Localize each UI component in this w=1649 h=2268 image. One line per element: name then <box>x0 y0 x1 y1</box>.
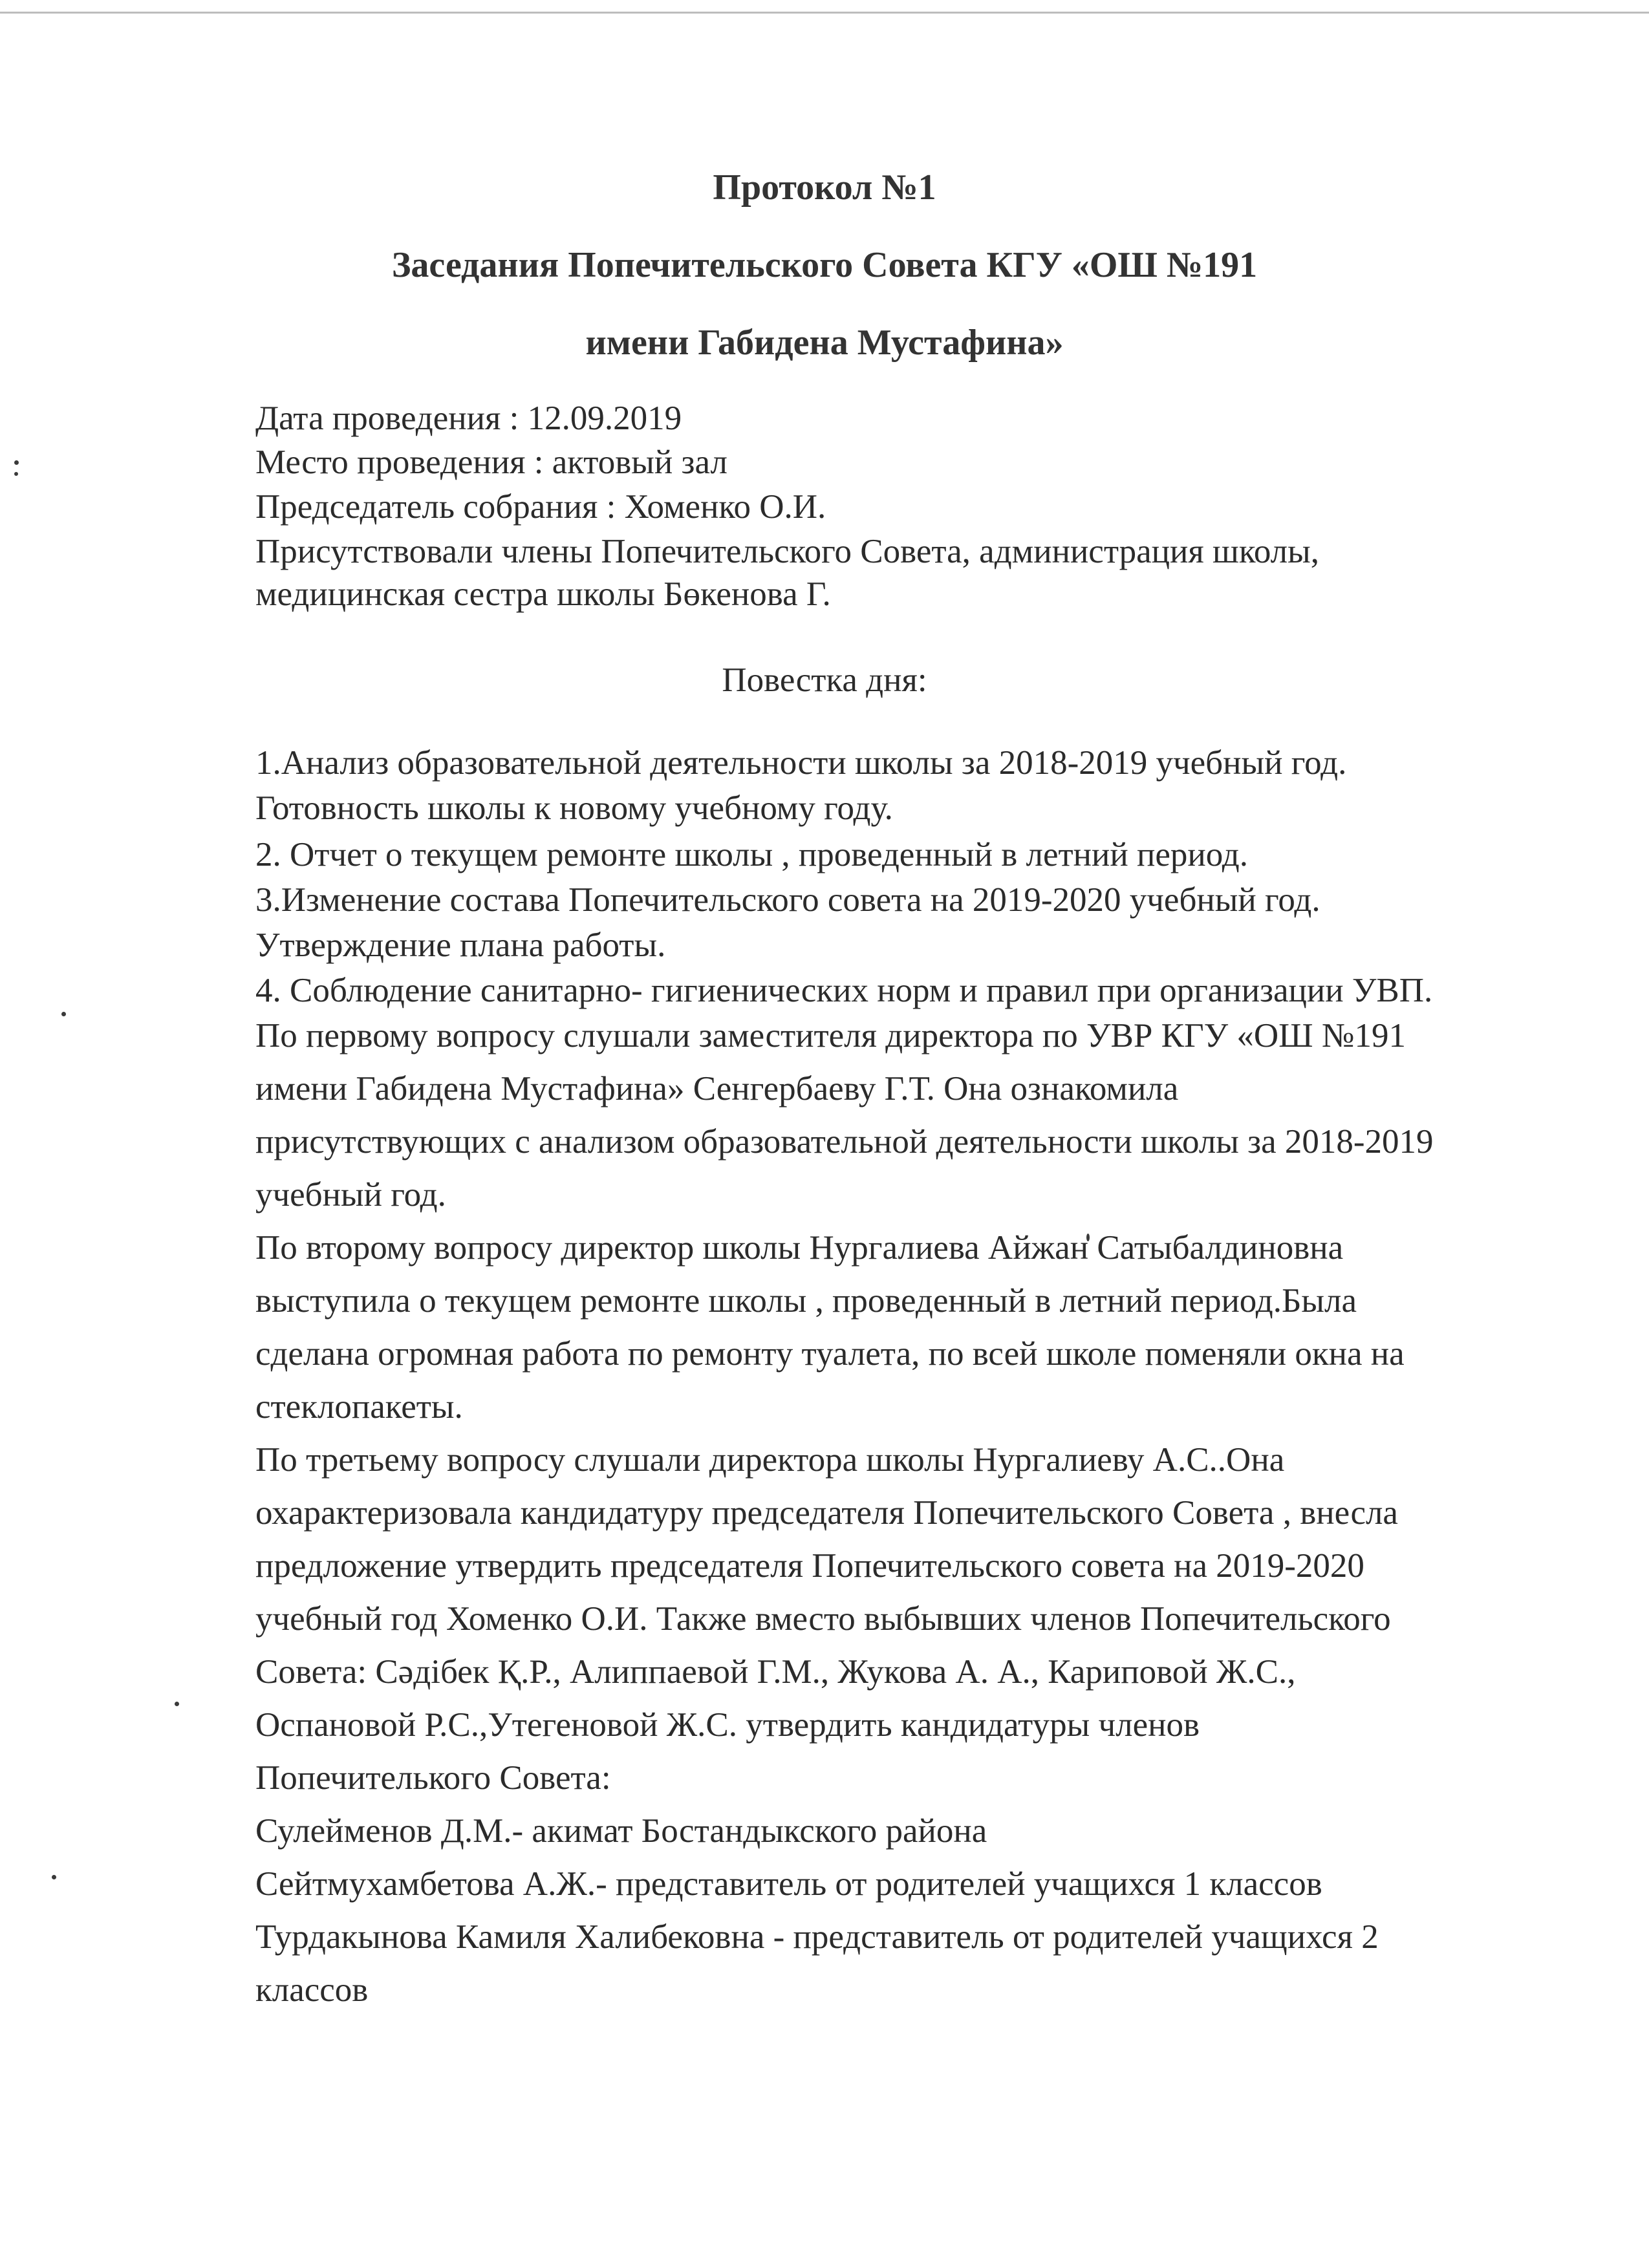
agenda-heading: Повестка дня: <box>722 661 927 699</box>
body-line: классов <box>255 1971 369 2009</box>
body-line: Попечителького Совета: <box>255 1759 611 1797</box>
body-line: сделана огромная работа по ремонту туалета, по всей школе поменяли окна на <box>255 1335 1405 1373</box>
body-line: Оспановой Р.С.,Утегеновой Ж.С. утвердить кандидатуры членов <box>255 1706 1200 1744</box>
body-line: Сейтмухамбетова А.Ж.- представитель от родителей учащихся 1 классов <box>255 1865 1322 1903</box>
scan-speck <box>14 460 19 465</box>
body-line: предложение утвердить председателя Попечительского совета на 2019-2020 <box>255 1547 1364 1585</box>
body-line: выступила о текущем ремонте школы , проведенный в летний период.Была <box>255 1282 1357 1320</box>
meeting-chair: Председатель собрания : Хоменко О.И. <box>255 488 826 526</box>
body-line: стеклопакеты. <box>255 1388 463 1426</box>
agenda-item: 3.Изменение состава Попечительского совета на 2019-2020 учебный год. <box>255 881 1320 919</box>
document-subtitle: Заседания Попечительского Совета КГУ «ОШ №191 <box>391 245 1258 285</box>
meeting-date: Дата проведения : 12.09.2019 <box>255 400 682 437</box>
agenda-item: Утверждение плана работы. <box>255 926 666 964</box>
body-line: По второму вопросу директор школы Нургалиева Айжан Сатыбалдиновна <box>255 1229 1344 1267</box>
scan-top-edge <box>0 12 1649 14</box>
body-line: Турдакынова Камиля Халибековна - представитель от родителей учащихся 2 <box>255 1918 1379 1956</box>
agenda-item: Готовность школы к новому учебному году. <box>255 789 893 827</box>
scan-speck <box>14 472 18 476</box>
body-line: Совета: Сәдібек Қ.Р., Алиппаевой Г.М., Жукова А. А., Кариповой Ж.С., <box>255 1653 1296 1691</box>
scan-speck <box>52 1875 56 1879</box>
agenda-item: 2. Отчет о текущем ремонте школы , проведенный в летний период. <box>255 836 1248 873</box>
body-line: учебный год Хоменко О.И. Также вместо выбывших членов Попечительского <box>255 1600 1391 1638</box>
agenda-item: 4. Соблюдение санитарно- гигиенических норм и правил при организации УВП. <box>255 972 1433 1009</box>
document-subtitle-school-name: имени Габидена Мустафина» <box>585 323 1064 363</box>
scan-speck <box>175 1702 179 1706</box>
body-line: Сулейменов Д.М.- акимат Бостандыкского района <box>255 1812 987 1850</box>
body-line: имени Габидена Мустафина» Сенгербаеву Г.Т. Она ознакомила <box>255 1070 1179 1107</box>
attendees-line: медицинская сестра школы Бөкенова Г. <box>255 575 831 613</box>
body-line: По третьему вопросу слушали директора школы Нургалиеву А.С..Она <box>255 1441 1285 1479</box>
document-title: Протокол №1 <box>713 167 936 208</box>
agenda-item: 1.Анализ образовательной деятельности школы за 2018-2019 учебный год. <box>255 744 1347 782</box>
body-line: По первому вопросу слушали заместителя директора по УВР КГУ «ОШ №191 <box>255 1017 1406 1054</box>
meeting-place: Место проведения : актовый зал <box>255 444 727 481</box>
body-line: учебный год. <box>255 1176 446 1214</box>
body-line: присутствующих с анализом образовательной деятельности школы за 2018-2019 <box>255 1123 1434 1161</box>
body-line: охарактеризовала кандидатуру председателя Попечительского Совета , внесла <box>255 1494 1398 1532</box>
attendees-line: Присутствовали члены Попечительского Совета, администрация школы, <box>255 533 1319 570</box>
scan-speck <box>61 1012 66 1016</box>
